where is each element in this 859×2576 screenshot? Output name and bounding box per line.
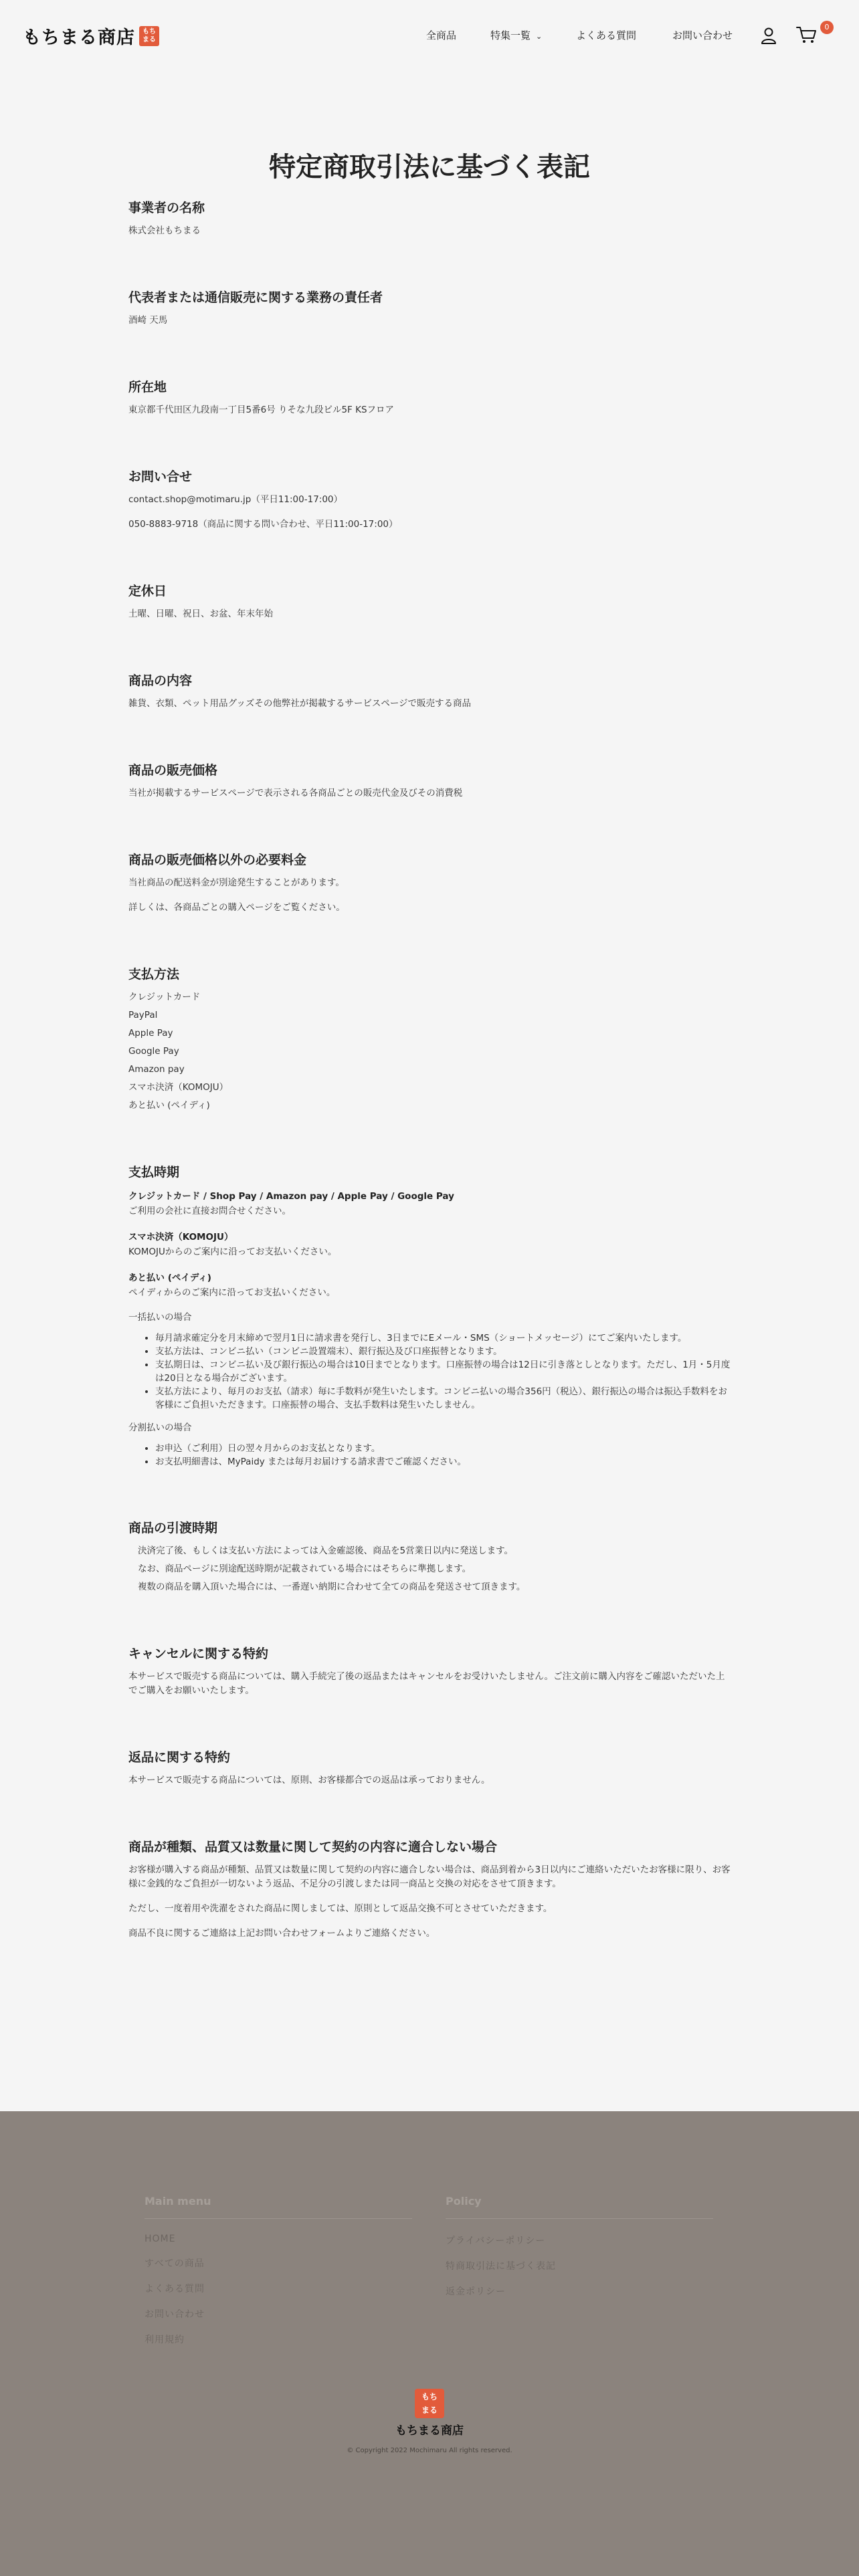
section-defect xyxy=(128,1837,731,1941)
site-footer xyxy=(0,2111,859,2576)
cart-count-badge: 0 xyxy=(820,21,834,34)
section-text: 土曜、日曜、祝日、お盆、年末年始 xyxy=(128,609,273,619)
footer-policy xyxy=(446,2195,713,2310)
delivery-line: 決済完了後、もしくは支払い方法によっては入金確認後、商品を5営業日以内に発送します。 xyxy=(138,1545,514,1556)
site-header xyxy=(0,0,859,72)
footer-copyright: © Copyright 2022 Mochimaru All rights reserved. xyxy=(347,2447,512,2454)
payment-method: Google Pay xyxy=(128,1046,179,1057)
section-heading: 事業者の名称 xyxy=(128,201,205,215)
nav-faq[interactable]: よくある質問 xyxy=(576,29,637,41)
section-text: 本サービスで販売する商品については、購入手続完了後の返品またはキャンセルをお受けいたしません。ご注文前に購入内容をご確認いただいた上でご購入をお願いいたします。 xyxy=(128,1671,725,1696)
nav-contact[interactable]: お問い合わせ xyxy=(672,29,733,41)
section-cancel xyxy=(128,1644,731,1698)
section-price xyxy=(128,760,731,800)
footer-divider xyxy=(145,2218,412,2219)
footer-link-refund[interactable]: 返金ポリシー xyxy=(446,2286,506,2297)
section-heading: 支払方法 xyxy=(128,967,180,982)
section-text: 株式会社もちまる xyxy=(128,225,201,236)
komoju-text: KOMOJUからのご案内に沿ってお支払いください。 xyxy=(128,1247,337,1257)
delivery-line: なお、商品ページに別途配送時期が記載されている場合にはそちらに準拠します。 xyxy=(138,1564,472,1574)
section-returns xyxy=(128,1747,731,1788)
lump-list xyxy=(128,1331,731,1412)
section-business xyxy=(128,198,731,238)
footer-link-faq[interactable]: よくある質問 xyxy=(145,2284,205,2294)
footer-logo-text: もちまる商店 xyxy=(395,2424,464,2438)
payment-method: Apple Pay xyxy=(128,1028,173,1039)
section-text: 雑貨、衣類、ペット用品グッズその他弊社が掲載するサービスページで販売する商品 xyxy=(128,698,472,709)
section-holiday xyxy=(128,581,731,621)
nav-features-label: 特集一覧 xyxy=(490,29,531,41)
delivery-line: 複数の商品を購入頂いた場合には、一番遅い納期に合わせて全ての商品を発送させて頂きます。 xyxy=(138,1582,526,1592)
payment-method: クレジットカード xyxy=(128,992,201,1002)
section-text: 酒崎 天馬 xyxy=(128,315,168,326)
list-item: • 支払方法により、毎月のお支払（請求）毎に手数料が発生いたします。コンビニ払いの場合356円（税込）、銀行振込の場合は振込手数料をお客様にご負担いただきます。口座振替の場合、支払手数料は発生いたしません。 xyxy=(155,1385,731,1412)
section-heading: 代表者または通信販売に関する業務の責任者 xyxy=(128,290,383,305)
section-text: 本サービスで販売する商品については、原則、お客様都合での返品は承っておりません。 xyxy=(128,1775,490,1786)
footer-heading: Main menu xyxy=(145,2195,211,2208)
footer-seal-icon xyxy=(415,2389,444,2418)
section-text: 商品不良に関するご連絡は上記お問い合わせフォームよりご連絡ください。 xyxy=(128,1928,436,1939)
lump-label: 一括払いの場合 xyxy=(128,1312,192,1323)
section-heading: 定休日 xyxy=(128,584,167,599)
paidy-label: あと払い (ペイディ) xyxy=(128,1273,211,1283)
list-item: • 毎月請求確定分を月末締めで翌月1日に請求書を発行し、3日までにEメール・SMS（ショートメッセージ）にてご案内いたします。 xyxy=(155,1331,731,1345)
section-fees xyxy=(128,850,731,915)
nav-features[interactable] xyxy=(490,28,542,42)
split-label: 分割払いの場合 xyxy=(128,1422,192,1433)
section-heading: キャンセルに関する特約 xyxy=(128,1646,269,1661)
footer-link-tokusho[interactable]: 特商取引法に基づく表記 xyxy=(446,2261,556,2272)
footer-link-home[interactable]: HOME xyxy=(145,2234,176,2244)
section-heading: 商品の販売価格 xyxy=(128,763,218,778)
section-text: 詳しくは、各商品ごとの購入ページをご覧ください。 xyxy=(128,902,345,913)
footer-link-privacy[interactable]: プライバシーポリシー xyxy=(446,2236,546,2246)
section-contact xyxy=(128,467,731,532)
footer-logo xyxy=(0,2389,859,2454)
section-text: 当社商品の配送料金が別途発生することがあります。 xyxy=(128,877,345,888)
section-text: 東京都千代田区九段南一丁目5番6号 りそな九段ビル5F KSフロア xyxy=(128,405,395,415)
section-heading: 支払時期 xyxy=(128,1165,180,1180)
footer-heading: Policy xyxy=(446,2195,482,2208)
section-heading: 返品に関する特約 xyxy=(128,1750,231,1765)
section-text: お客様が購入する商品が種類、品質又は数量に関して契約の内容に適合しない場合は、商品到着から3日以内にご連絡いただいたお客様に限り、お客様に金銭的なご負担が一切ないよう返品、不足分の引渡しまたは同一商品と交換の対応をさせて頂きます。 xyxy=(128,1864,731,1889)
section-delivery xyxy=(128,1518,731,1594)
card-label: クレジットカード / Shop Pay / Amazon pay / Apple Pay / Google Pay xyxy=(128,1191,454,1202)
paidy-text: ペイディからのご案内に沿ってお支払いください。 xyxy=(128,1287,336,1298)
section-timing xyxy=(128,1162,731,1469)
logo-text: もちまる商店 xyxy=(23,27,135,48)
footer-seal-text: もち まる xyxy=(421,2392,438,2415)
section-text: 当社が掲載するサービスページで表示される各商品ごとの販売代金及びその消費税 xyxy=(128,788,463,798)
section-heading: 商品の内容 xyxy=(128,673,193,688)
card-text: ご利用の会社に直接お問合せください。 xyxy=(128,1206,291,1216)
split-list xyxy=(128,1442,731,1469)
footer-link-all-products[interactable]: すべての商品 xyxy=(145,2258,205,2269)
list-item: • 支払方法は、コンビニ払い（コンビニ設置端末）、銀行振込及び口座振替となります。 xyxy=(155,1345,731,1358)
footer-divider xyxy=(446,2218,713,2219)
section-heading: 所在地 xyxy=(128,380,167,395)
chevron-down-icon: ⌄ xyxy=(536,32,543,41)
section-payment xyxy=(128,964,731,1113)
section-address xyxy=(128,377,731,417)
contact-email: contact.shop@motimaru.jp（平日11:00-17:00） xyxy=(128,494,343,505)
section-manager xyxy=(128,288,731,328)
list-item: • 支払期日は、コンビニ払い及び銀行振込の場合は10日までとなります。口座振替の場合は12日に引き落としとなります。ただし、1月・5月度は20日となる場合がございます。 xyxy=(155,1358,731,1385)
list-item: • お申込（ご利用）日の翌々月からのお支払となります。 xyxy=(155,1442,731,1455)
section-heading: お問い合せ xyxy=(128,469,193,484)
section-heading: 商品の引渡時期 xyxy=(128,1521,218,1535)
payment-method: Amazon pay xyxy=(128,1064,185,1075)
legal-content xyxy=(128,198,731,1990)
payment-method: あと払い (ペイディ) xyxy=(128,1100,210,1111)
logo-seal-icon: もち まる xyxy=(142,27,156,43)
contact-phone: 050-8883-9718（商品に関する問い合わせ、平日11:00-17:00） xyxy=(128,519,398,530)
footer-main-menu xyxy=(145,2195,412,2358)
payment-method: PayPal xyxy=(128,1010,158,1021)
komoju-label: スマホ決済（KOMOJU） xyxy=(128,1232,233,1243)
footer-link-terms[interactable]: 利用規約 xyxy=(145,2335,185,2345)
section-products xyxy=(128,671,731,711)
section-heading: 商品の販売価格以外の必要料金 xyxy=(128,853,307,867)
main-nav xyxy=(0,28,859,44)
page-title: 特定商取引法に基づく表記 xyxy=(269,152,590,183)
footer-link-contact[interactable]: お問い合わせ xyxy=(145,2309,205,2320)
nav-all-products[interactable]: 全商品 xyxy=(426,29,457,41)
section-text: ただし、一度着用や洗濯をされた商品に関しましては、原則として返品交換不可とさせていただきます。 xyxy=(128,1903,553,1914)
list-item: • お支払明細書は、MyPaidy または毎月お届けする請求書でご確認ください。 xyxy=(155,1455,731,1469)
payment-method: スマホ決済（KOMOJU） xyxy=(128,1082,229,1093)
cart-icon[interactable] xyxy=(796,25,818,44)
section-heading: 商品が種類、品質又は数量に関して契約の内容に適合しない場合 xyxy=(128,1840,498,1854)
user-icon[interactable] xyxy=(761,27,777,44)
